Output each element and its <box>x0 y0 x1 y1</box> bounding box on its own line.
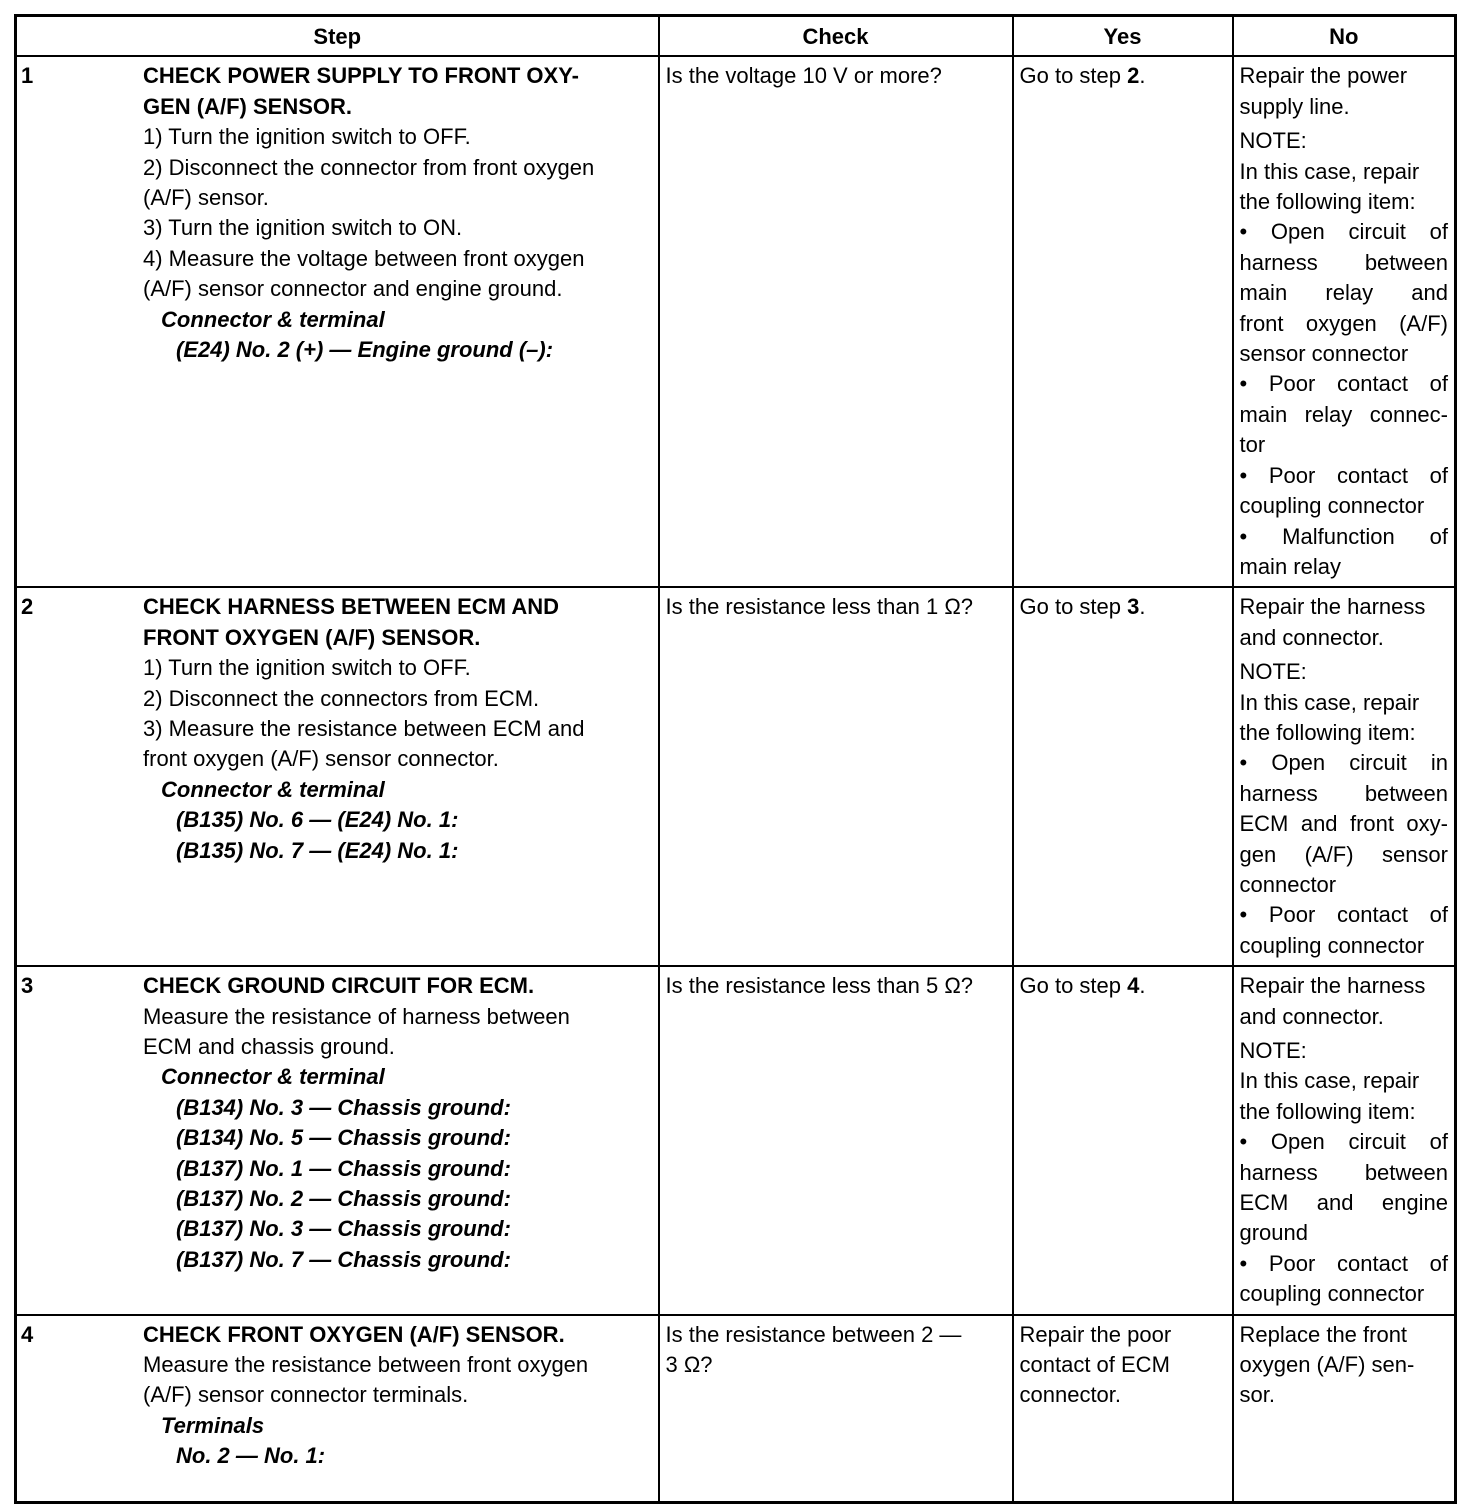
diagnostic-table <box>14 14 1457 1504</box>
check-cell <box>659 56 1013 587</box>
no-detail: sensor connector <box>1239 341 1409 367</box>
step-instruction: 3) Measure the resistance between ECM and <box>143 715 585 741</box>
yes-text: connector. <box>1019 1382 1122 1408</box>
no-detail: the following item: <box>1239 1098 1416 1124</box>
note-label: NOTE: <box>1239 128 1307 154</box>
header-row <box>16 16 1456 57</box>
no-text: Repair the harness <box>1239 973 1426 999</box>
step-body <box>139 1316 658 1476</box>
yes-text: Go to step <box>1019 594 1128 620</box>
check-question: Is the resistance less than 1 Ω? <box>665 594 973 620</box>
step-title: GEN (A/F) SENSOR. <box>143 93 353 119</box>
step-instruction: Measure the resistance between front oxygen <box>143 1352 589 1378</box>
header-yes: Yes <box>1013 16 1233 57</box>
step-instruction: (A/F) sensor. <box>143 185 269 211</box>
step-instruction: front oxygen (A/F) sensor connector. <box>143 746 499 772</box>
step-instruction: (A/F) sensor connector and engine ground. <box>143 276 563 302</box>
step-cell <box>16 587 659 966</box>
yes-text: contact of ECM <box>1019 1352 1170 1378</box>
yes-text-end: . <box>1139 63 1146 89</box>
yes-step-number: 2 <box>1127 63 1140 89</box>
check-question: Is the resistance between 2 — <box>665 1321 962 1347</box>
check-question: 3 Ω? <box>665 1352 713 1378</box>
connector-terminal: (B137) No. 1 — Chassis ground: <box>176 1155 511 1181</box>
no-detail: • Poor contact of <box>1239 1250 1448 1276</box>
step-instruction: Measure the resistance of harness between <box>143 1003 570 1029</box>
table-row <box>16 56 1456 587</box>
step-instruction: ECM and chassis ground. <box>143 1034 395 1059</box>
header-check: Check <box>659 16 1013 57</box>
yes-step-number: 3 <box>1127 594 1140 620</box>
note-label: NOTE: <box>1239 659 1307 685</box>
step-number: 2 <box>21 594 34 620</box>
connector-terminal: (B137) No. 2 — Chassis ground: <box>176 1186 511 1212</box>
no-detail: main relay <box>1239 553 1341 579</box>
step-instruction: 3) Turn the ignition switch to ON. <box>143 215 463 241</box>
no-detail: harness between <box>1239 1159 1448 1185</box>
connector-heading: Connector & terminal <box>161 1064 385 1090</box>
connector-terminal: (E24) No. 2 (+) — Engine ground (–): <box>176 337 554 363</box>
check-cell <box>659 587 1013 966</box>
no-cell <box>1233 56 1456 587</box>
yes-cell <box>1013 587 1233 966</box>
yes-cell <box>1013 56 1233 587</box>
no-detail: • Open circuit of <box>1239 219 1448 245</box>
note-label: NOTE: <box>1239 1038 1307 1063</box>
step-instruction: 1) Turn the ignition switch to OFF. <box>143 655 471 681</box>
no-detail: In this case, repair <box>1239 158 1420 184</box>
yes-cell <box>1013 966 1233 1314</box>
no-text: Repair the harness <box>1239 594 1426 620</box>
step-instruction: 2) Disconnect the connectors from ECM. <box>143 685 540 711</box>
no-detail: front oxygen (A/F) <box>1239 310 1448 336</box>
step-number: 4 <box>21 1321 34 1347</box>
step-cell <box>16 56 659 587</box>
step-body <box>139 588 658 870</box>
no-detail: harness between <box>1239 780 1448 806</box>
no-detail: coupling connector <box>1239 493 1425 519</box>
step-title: CHECK GROUND CIRCUIT FOR ECM. <box>143 973 535 999</box>
connector-terminal: (B137) No. 7 — Chassis ground: <box>176 1246 511 1272</box>
no-detail: • Poor contact of <box>1239 462 1448 488</box>
yes-text: Repair the poor <box>1019 1321 1172 1347</box>
no-detail: main relay connec- <box>1239 401 1448 427</box>
step-instruction: 4) Measure the voltage between front oxygen <box>143 245 585 271</box>
no-cell <box>1233 587 1456 966</box>
step-body <box>139 57 658 369</box>
step-cell <box>16 966 659 1314</box>
no-detail: In this case, repair <box>1239 689 1420 715</box>
no-detail: tor <box>1239 432 1266 458</box>
no-text: Replace the front <box>1239 1321 1408 1347</box>
no-text: and connector. <box>1239 1003 1384 1029</box>
yes-cell <box>1013 1315 1233 1503</box>
step-number: 1 <box>21 63 34 89</box>
no-detail: In this case, repair <box>1239 1068 1420 1094</box>
check-question: Is the resistance less than 5 Ω? <box>665 973 973 999</box>
no-detail: ECM and engine <box>1239 1190 1448 1216</box>
step-title: CHECK HARNESS BETWEEN ECM AND <box>143 594 559 620</box>
no-detail: • Open circuit in <box>1239 750 1448 776</box>
step-number: 3 <box>21 973 34 999</box>
check-cell <box>659 1315 1013 1503</box>
no-text: and connector. <box>1239 624 1384 650</box>
no-detail: gen (A/F) sensor <box>1239 841 1448 867</box>
header-no: No <box>1233 16 1456 57</box>
no-detail: coupling connector <box>1239 932 1425 958</box>
connector-terminal: No. 2 — No. 1: <box>176 1443 326 1469</box>
check-cell <box>659 966 1013 1314</box>
no-text: Repair the power <box>1239 63 1408 89</box>
connector-terminal: (B135) No. 6 — (E24) No. 1: <box>176 807 459 833</box>
yes-text-end: . <box>1139 973 1146 999</box>
step-instruction: 2) Disconnect the connector from front oxygen <box>143 154 595 180</box>
yes-text-end: . <box>1139 594 1146 620</box>
no-detail: ground <box>1239 1220 1309 1246</box>
step-title: CHECK FRONT OXYGEN (A/F) SENSOR. <box>143 1321 565 1347</box>
yes-text: Go to step <box>1019 973 1128 999</box>
no-detail: the following item: <box>1239 719 1416 745</box>
yes-text: Go to step <box>1019 63 1128 89</box>
no-detail: • Poor contact of <box>1239 371 1448 397</box>
check-question: Is the voltage 10 V or more? <box>665 63 942 89</box>
connector-terminal: (B135) No. 7 — (E24) No. 1: <box>176 837 459 863</box>
no-detail: harness between <box>1239 249 1448 275</box>
connector-terminal: (B134) No. 5 — Chassis ground: <box>176 1125 511 1151</box>
step-instruction: (A/F) sensor connector terminals. <box>143 1382 469 1408</box>
no-text: oxygen (A/F) sen- <box>1239 1352 1415 1378</box>
connector-terminal: (B134) No. 3 — Chassis ground: <box>176 1094 511 1120</box>
no-detail: • Open circuit of <box>1239 1129 1448 1155</box>
no-detail: • Malfunction of <box>1239 523 1448 549</box>
step-title: CHECK POWER SUPPLY TO FRONT OXY- <box>143 63 579 89</box>
table-row <box>16 1315 1456 1503</box>
no-text: sor. <box>1239 1382 1275 1408</box>
step-instruction: 1) Turn the ignition switch to OFF. <box>143 124 471 150</box>
table-row <box>16 587 1456 966</box>
connector-heading: Connector & terminal <box>161 306 385 332</box>
connector-terminal: (B137) No. 3 — Chassis ground: <box>176 1216 511 1242</box>
no-detail: connector <box>1239 871 1337 897</box>
yes-step-number: 4 <box>1127 973 1140 999</box>
table-row <box>16 966 1456 1314</box>
no-detail: coupling connector <box>1239 1281 1425 1307</box>
no-detail: the following item: <box>1239 189 1416 215</box>
connector-heading: Connector & terminal <box>161 776 385 802</box>
no-cell <box>1233 1315 1456 1503</box>
header-step: Step <box>16 16 659 57</box>
connector-heading: Terminals <box>161 1412 265 1438</box>
no-text: supply line. <box>1239 93 1350 119</box>
no-detail: main relay and <box>1239 280 1448 306</box>
step-body <box>139 967 658 1279</box>
step-title: FRONT OXYGEN (A/F) SENSOR. <box>143 624 481 650</box>
step-cell <box>16 1315 659 1503</box>
no-detail: ECM and front oxy- <box>1239 811 1448 837</box>
no-detail: • Poor contact of <box>1239 902 1448 928</box>
no-cell <box>1233 966 1456 1314</box>
